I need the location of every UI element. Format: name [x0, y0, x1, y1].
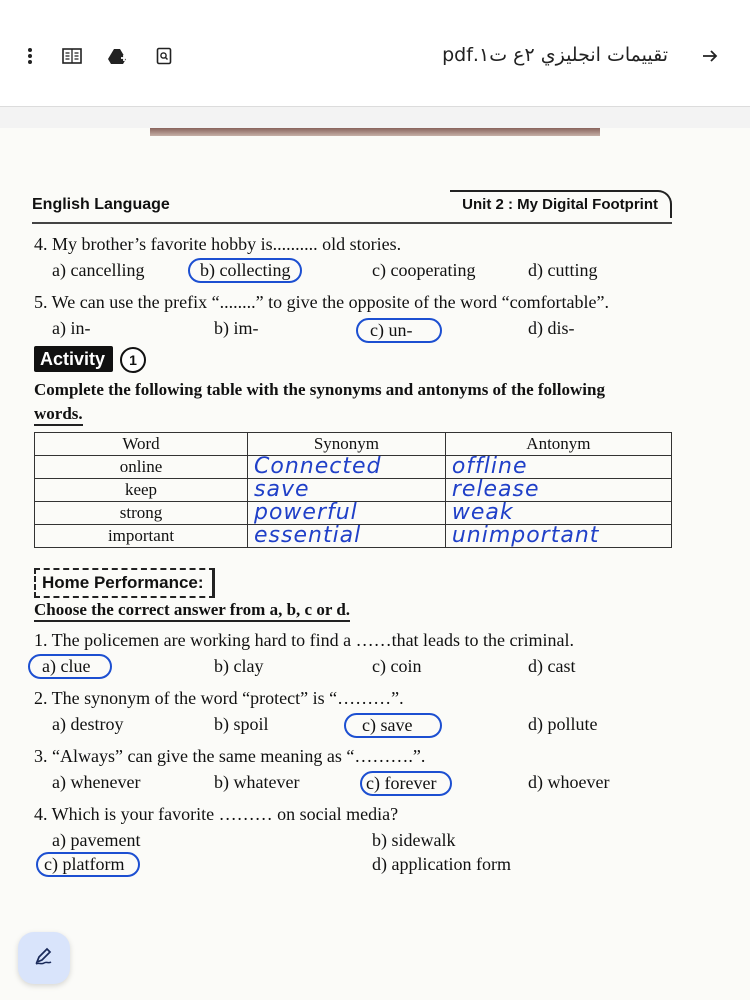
home-question-1-text: 1. The policemen are working hard to find a ……that leads to the criminal. — [34, 630, 575, 650]
handwritten-antonym: weak — [445, 502, 671, 525]
table-header-row — [35, 433, 672, 456]
hq1-option-d: d) cast — [528, 656, 576, 676]
handwritten-antonym: offline — [445, 456, 671, 479]
home-performance-label: Home Performance: — [34, 568, 215, 598]
table-header-synonym: Synonym — [248, 433, 446, 456]
handwritten-synonym: save — [248, 479, 446, 502]
hq1-option-c: c) coin — [372, 656, 422, 676]
q5-option-b: b) im- — [214, 318, 259, 338]
activity-instruction-line-2: words. — [34, 404, 83, 426]
hq3-option-a: a) whenever — [52, 772, 141, 792]
question-4-text: 4. My brother’s favorite hobby is.......... old stories. — [34, 234, 402, 254]
question-5-text: 5. We can use the prefix “........” to give the opposite of the word “comfortable”. — [34, 292, 610, 312]
app-bar — [0, 0, 750, 107]
q4-option-d: d) cutting — [528, 260, 598, 280]
table-row — [35, 525, 672, 548]
header-subject: English Language — [32, 196, 170, 213]
hq2-option-d: d) pollute — [528, 714, 598, 734]
choose-instruction: Choose the correct answer from a, b, c or d. — [34, 600, 350, 622]
hq1-option-b: b) clay — [214, 656, 264, 676]
hq1-option-a-circled: a) clue — [28, 654, 112, 679]
handwritten-synonym: essential — [248, 525, 446, 548]
add-to-drive-icon[interactable] — [102, 40, 134, 72]
home-question-4-text: 4. Which is your favorite ……… on social media? — [34, 804, 399, 824]
activity-label: Activity — [34, 346, 113, 372]
hq4-option-a: a) pavement — [52, 830, 141, 850]
q4-option-a: a) cancelling — [52, 260, 145, 280]
word-cell: keep — [35, 479, 248, 502]
search-in-document-icon[interactable] — [148, 40, 180, 72]
activity-number: 1 — [120, 347, 146, 373]
annotate-button[interactable] — [18, 932, 70, 984]
handwritten-synonym: Connected — [248, 456, 446, 479]
table-header-word: Word — [35, 433, 248, 456]
hq4-option-d: d) application form — [372, 854, 511, 874]
page-edge — [150, 128, 600, 136]
q4-option-b-circled: b) collecting — [188, 258, 302, 283]
document-title: تقييمات انجليزي ٢ع ت١.pdf — [442, 44, 668, 66]
synonym-antonym-table — [34, 432, 672, 548]
word-cell: online — [35, 456, 248, 479]
hq4-option-b: b) sidewalk — [372, 830, 456, 850]
hq3-option-b: b) whatever — [214, 772, 300, 792]
hq3-option-d: d) whoever — [528, 772, 610, 792]
home-question-3-text: 3. “Always” can give the same meaning as “……….”. — [34, 746, 426, 766]
activity-instruction-line-1: Complete the following table with the synonyms and antonyms of the following — [34, 380, 605, 399]
header-unit: Unit 2 : My Digital Footprint — [450, 190, 672, 218]
reader-mode-icon[interactable] — [56, 40, 88, 72]
word-cell: strong — [35, 502, 248, 525]
hq3-option-c-circled: c) forever — [360, 771, 452, 796]
q5-option-a: a) in- — [52, 318, 91, 338]
handwritten-antonym: release — [445, 479, 671, 502]
table-row — [35, 456, 672, 479]
word-cell: important — [35, 525, 248, 548]
annotate-pen-icon — [33, 945, 55, 972]
handwritten-synonym: powerful — [248, 502, 446, 525]
page-header — [32, 190, 672, 224]
hq2-option-a: a) destroy — [52, 714, 124, 734]
pdf-page — [0, 128, 750, 1000]
q5-option-c-circled: c) un- — [356, 318, 442, 343]
more-options-icon[interactable] — [14, 40, 46, 72]
table-row — [35, 502, 672, 525]
hq4-option-c-circled: c) platform — [36, 852, 140, 877]
q4-option-c: c) cooperating — [372, 260, 476, 280]
q5-option-d: d) dis- — [528, 318, 575, 338]
hq2-option-c-circled: c) save — [344, 713, 442, 738]
hq2-option-b: b) spoil — [214, 714, 269, 734]
home-question-2-text: 2. The synonym of the word “protect” is “………”. — [34, 688, 404, 708]
table-row — [35, 479, 672, 502]
table-header-antonym: Antonym — [445, 433, 671, 456]
back-arrow-icon[interactable] — [694, 40, 726, 72]
handwritten-antonym: unimportant — [445, 525, 671, 548]
